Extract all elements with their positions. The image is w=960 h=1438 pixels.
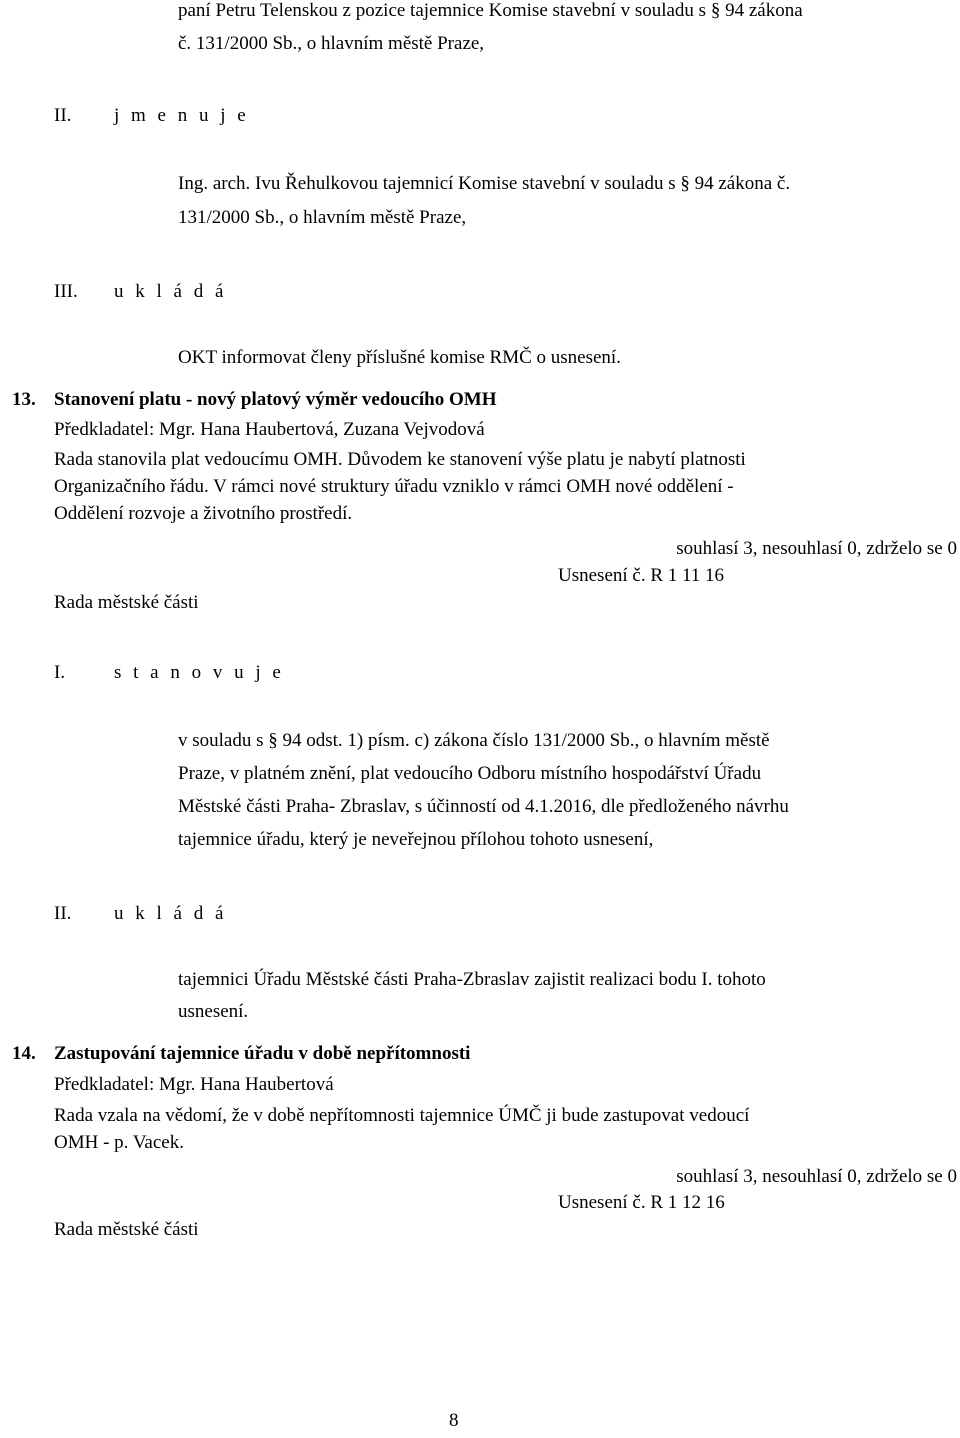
paragraph-line: Městské části Praha- Zbraslav, s účinností od 4.1.2016, dle předloženého návrhu <box>178 796 789 817</box>
paragraph-line: Rada vzala na vědomí, že v době nepřítomnosti tajemnice ÚMČ ji bude zastupovat vedoucí <box>54 1105 750 1126</box>
resolution-number: Usnesení č. R 1 11 16 <box>558 565 725 586</box>
presenter-line: Předkladatel: Mgr. Hana Haubertová, Zuzana Vejvodová <box>54 419 485 440</box>
item-number: 13. <box>12 389 36 410</box>
paragraph-line: Ing. arch. Ivu Řehulkovou tajemnicí Komise stavební v souladu s § 94 zákona č. <box>178 173 791 194</box>
point-verb: u k l á d á <box>114 903 227 924</box>
vote-result: souhlasí 3, nesouhlasí 0, zdrželo se 0 <box>676 1166 957 1187</box>
item-title: Zastupování tajemnice úřadu v době nepřítomnosti <box>54 1043 471 1064</box>
paragraph-line: paní Petru Telenskou z pozice tajemnice Komise stavební v souladu s § 94 zákona <box>178 0 803 21</box>
vote-result: souhlasí 3, nesouhlasí 0, zdrželo se 0 <box>676 538 957 559</box>
paragraph-line: usnesení. <box>178 1001 249 1022</box>
paragraph-line: Organizačního řádu. V rámci nové struktury úřadu vzniklo v rámci OMH nové oddělení - <box>54 476 734 497</box>
item-title: Stanovení platu - nový platový výměr vedoucího OMH <box>54 389 497 410</box>
paragraph-line: Oddělení rozvoje a životního prostředí. <box>54 503 353 524</box>
section-number: III. <box>54 281 78 302</box>
paragraph-line: OMH - p. Vacek. <box>54 1132 184 1153</box>
paragraph-line: tajemnice úřadu, který je neveřejnou přílohou tohoto usnesení, <box>178 829 654 850</box>
section-verb: j m e n u j e <box>114 105 250 126</box>
paragraph-line: Praze, v platném znění, plat vedoucího Odboru místního hospodářství Úřadu <box>178 763 762 784</box>
paragraph-line: Rada stanovila plat vedoucímu OMH. Důvodem ke stanovení výše platu je nabytí platnosti <box>54 449 746 470</box>
point-number: II. <box>54 903 72 924</box>
item-number: 14. <box>12 1043 36 1064</box>
section-verb: u k l á d á <box>114 281 227 302</box>
point-verb: s t a n o v u j e <box>114 662 285 683</box>
page-number: 8 <box>449 1410 459 1431</box>
point-number: I. <box>54 662 66 683</box>
council-label: Rada městské části <box>54 592 199 613</box>
paragraph-line: 131/2000 Sb., o hlavním městě Praze, <box>178 207 467 228</box>
section-number: II. <box>54 105 72 126</box>
resolution-number: Usnesení č. R 1 12 16 <box>558 1192 725 1213</box>
presenter-line: Předkladatel: Mgr. Hana Haubertová <box>54 1074 334 1095</box>
paragraph-line: č. 131/2000 Sb., o hlavním městě Praze, <box>178 33 485 54</box>
paragraph-line: v souladu s § 94 odst. 1) písm. c) zákona číslo 131/2000 Sb., o hlavním městě <box>178 730 770 751</box>
paragraph-line: OKT informovat členy příslušné komise RMČ o usnesení. <box>178 347 621 368</box>
council-label: Rada městské části <box>54 1219 199 1240</box>
paragraph-line: tajemnici Úřadu Městské části Praha-Zbraslav zajistit realizaci bodu I. tohoto <box>178 969 766 990</box>
